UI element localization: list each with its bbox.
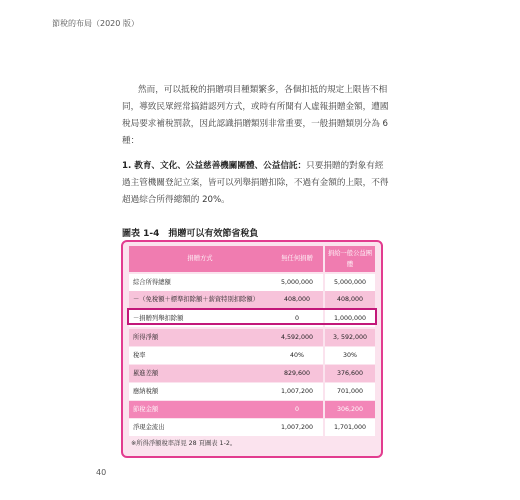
row-label: －捐贈列舉扣除額 [129, 310, 271, 327]
table-row [129, 365, 375, 382]
table-row [129, 291, 375, 308]
row-label: 所得淨額 [129, 329, 271, 346]
row-label: 綜合所得總額 [129, 274, 271, 291]
table-row [129, 274, 375, 291]
row-value-no-donation: 829,600 [271, 365, 323, 382]
table-row [129, 383, 375, 400]
table-header-row [129, 246, 375, 272]
subsection-paragraph [122, 158, 392, 209]
table-row [129, 329, 375, 346]
row-value-no-donation: 0 [271, 401, 323, 418]
row-value-charity: 306,200 [325, 401, 375, 418]
body-paragraph [122, 82, 392, 150]
row-label: 稅率 [129, 347, 271, 364]
row-value-charity: 1,000,000 [325, 310, 375, 327]
row-label: 節稅金額 [129, 401, 271, 418]
table-row-tax-saving [129, 401, 375, 418]
running-head: 節稅的布局（2020 版） [52, 19, 139, 28]
header-no-donation: 無任何捐贈 [271, 246, 323, 272]
body-paragraph-text: 然而，可以抵稅的捐贈項目種類繁多，各個扣抵的規定上限皆不相同，導致民眾經常搞錯認列方式，或時有所聞有人虛報捐贈金額，遭國稅局要求補稅罰款，因此認識捐贈類別非常重要，一般捐贈類別分為 6 種： [122, 85, 389, 146]
header-method: 捐贈方式 [129, 246, 271, 272]
table-row [129, 347, 375, 364]
row-value-no-donation: 408,000 [271, 291, 323, 308]
row-value-no-donation: 5,000,000 [271, 274, 323, 291]
page-number: 40 [96, 468, 107, 477]
figure-title: 圖表 1-4 捐贈可以有效節省稅負 [122, 229, 259, 239]
row-value-charity: 408,000 [325, 291, 375, 308]
row-value-charity: 1,701,000 [325, 419, 375, 436]
row-label: 累進差額 [129, 365, 271, 382]
row-value-charity: 701,000 [325, 383, 375, 400]
table-row [129, 419, 375, 436]
row-label: 應納稅額 [129, 383, 271, 400]
row-value-charity: 376,600 [325, 365, 375, 382]
header-public-charity: 捐給一般公益團體 [325, 246, 375, 272]
row-label: －（免稅額＋標準扣除額＋薪資特別扣除額） [129, 291, 271, 308]
row-value-no-donation: 1,007,200 [271, 419, 323, 436]
row-value-charity: 5,000,000 [325, 274, 375, 291]
donation-table [121, 240, 383, 458]
row-value-no-donation: 0 [271, 310, 323, 327]
table-note: ※所得淨額稅率詳見 28 頁圖表 1-2。 [131, 440, 237, 447]
row-label: 淨現金流出 [129, 419, 271, 436]
subsection-text: 只要捐贈的對象有經過主管機關登記立案，皆可以列舉捐贈扣除，不過有金額的上限，不得超過綜合所得總額的 20%。 [122, 161, 389, 205]
row-value-no-donation: 40% [271, 347, 323, 364]
highlight-box [127, 308, 377, 325]
row-value-no-donation: 4,592,000 [271, 329, 323, 346]
row-value-charity: 30% [325, 347, 375, 364]
row-value-no-donation: 1,007,200 [271, 383, 323, 400]
subsection-heading: 1. 教育、文化、公益慈善機關團體、公益信託： [122, 161, 307, 171]
row-value-charity: 3, 592,000 [325, 329, 375, 346]
